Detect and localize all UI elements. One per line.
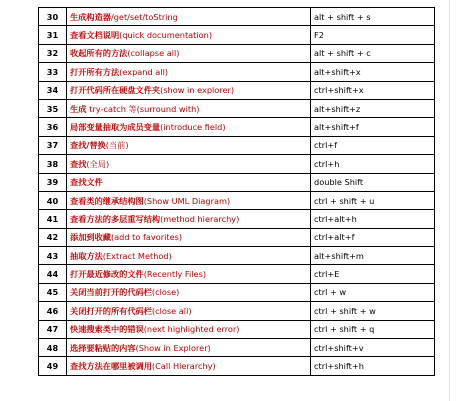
row-number: 35 [39, 99, 67, 117]
table-row [39, 99, 435, 117]
description-en: (quick documentation) [119, 29, 213, 40]
description-cn: 查找/替换 [70, 140, 106, 151]
table-row [39, 247, 435, 265]
description-cn: 查找文件 [70, 177, 103, 188]
row-description [67, 210, 311, 228]
row-shortcut: ctrl+shift+v [311, 339, 435, 357]
table-row [39, 191, 435, 209]
page-edge-rule [449, 0, 450, 401]
row-shortcut: ctrl+alt+f [311, 228, 435, 246]
row-description [67, 302, 311, 320]
description-en: (当前) [105, 140, 129, 151]
row-description [67, 44, 311, 62]
row-description [67, 191, 311, 209]
row-shortcut: alt + shift + s [311, 8, 435, 26]
description-en: (add to favorites) [110, 232, 183, 243]
description-cn: 生成构造器 [70, 11, 111, 22]
row-shortcut: ctrl+alt+h [311, 210, 435, 228]
table-row [39, 136, 435, 154]
row-shortcut: alt + shift + c [311, 44, 435, 62]
row-number: 39 [39, 173, 67, 191]
description-cn: 选择要粘贴的内容 [70, 342, 136, 353]
description-en: (Recently Files) [143, 269, 207, 280]
table-row [39, 44, 435, 62]
table-row [39, 81, 435, 99]
description-en: (method hierarchy) [160, 213, 240, 224]
description-en: (expand all) [119, 66, 169, 77]
description-cn: 查看方法的多层重写结构 [70, 213, 161, 224]
row-shortcut: ctrl+E [311, 265, 435, 283]
row-description [67, 99, 311, 117]
description-en: (next highlighted error) [143, 324, 240, 335]
row-shortcut: ctrl + shift + u [311, 191, 435, 209]
row-number: 38 [39, 155, 67, 173]
row-description [67, 339, 311, 357]
row-description [67, 136, 311, 154]
row-shortcut: ctrl+shift+x [311, 81, 435, 99]
row-number: 40 [39, 191, 67, 209]
description-cn: 查找 [70, 158, 87, 169]
row-number: 46 [39, 302, 67, 320]
table-row [39, 26, 435, 44]
description-en: (Call Hierarchy) [151, 361, 216, 372]
shortcut-table [38, 7, 435, 376]
description-cn: 添加到收藏 [70, 232, 111, 243]
description-cn: 快速搜索类中的错误 [70, 324, 144, 335]
row-shortcut: alt+shift+f [311, 118, 435, 136]
table-row [39, 302, 435, 320]
row-number: 32 [39, 44, 67, 62]
table-row [39, 320, 435, 338]
row-description [67, 228, 311, 246]
row-number: 34 [39, 81, 67, 99]
description-en: /get/set/toString [110, 11, 178, 22]
row-description [67, 26, 311, 44]
table-row [39, 228, 435, 246]
description-en: (close) [151, 287, 180, 298]
row-shortcut: F2 [311, 26, 435, 44]
row-description [67, 265, 311, 283]
table-row [39, 155, 435, 173]
row-shortcut: ctrl+f [311, 136, 435, 154]
description-cn: 打开最近修改的文件 [70, 269, 144, 280]
table-row [39, 173, 435, 191]
shortcut-table-body [39, 8, 435, 376]
row-number: 44 [39, 265, 67, 283]
table-row [39, 339, 435, 357]
table-row [39, 63, 435, 81]
row-number: 49 [39, 357, 67, 375]
row-description [67, 283, 311, 301]
row-description [67, 118, 311, 136]
table-row [39, 118, 435, 136]
row-number: 42 [39, 228, 67, 246]
row-shortcut: alt+shift+z [311, 99, 435, 117]
description-en: try-catch 等(surround with) [89, 103, 200, 114]
description-en: (Show UML Diagram) [143, 195, 231, 206]
row-shortcut: ctrl + shift + w [311, 302, 435, 320]
row-description [67, 247, 311, 265]
table-row [39, 8, 435, 26]
row-shortcut: ctrl+h [311, 155, 435, 173]
row-description [67, 81, 311, 99]
row-shortcut: alt+shift+x [311, 63, 435, 81]
table-row [39, 283, 435, 301]
row-number: 30 [39, 8, 67, 26]
row-shortcut: double Shift [311, 173, 435, 191]
description-cn: 打开代码所在硬盘文件夹 [70, 85, 161, 96]
description-cn: 查找方法在哪里被调用 [70, 361, 152, 372]
row-shortcut: ctrl + shift + q [311, 320, 435, 338]
description-en: (Show in Explorer) [135, 342, 211, 353]
row-description [67, 8, 311, 26]
row-number: 31 [39, 26, 67, 44]
row-number: 33 [39, 63, 67, 81]
description-en: (collapse all) [127, 48, 180, 59]
row-description [67, 155, 311, 173]
row-number: 47 [39, 320, 67, 338]
table-row [39, 265, 435, 283]
description-cn: 收起所有的方法 [70, 48, 128, 59]
row-shortcut: ctrl + w [311, 283, 435, 301]
description-en: (close all) [151, 305, 192, 316]
row-shortcut: alt+shift+m [311, 247, 435, 265]
row-number: 36 [39, 118, 67, 136]
description-cn: 关闭打开的所有代码栏 [70, 305, 152, 316]
row-number: 41 [39, 210, 67, 228]
description-en: (全局) [86, 158, 110, 169]
description-cn: 抽取方法 [70, 250, 103, 261]
description-cn: 生成 [70, 103, 90, 114]
row-number: 45 [39, 283, 67, 301]
row-number: 43 [39, 247, 67, 265]
description-cn: 打开所有方法 [70, 66, 120, 77]
table-row [39, 357, 435, 375]
description-en: (introduce field) [160, 121, 226, 132]
description-cn: 关闭当前打开的代码栏 [70, 287, 152, 298]
description-cn: 局部变量抽取为成员变量 [70, 121, 161, 132]
row-description [67, 320, 311, 338]
description-cn: 查看类的继承结构图 [70, 195, 144, 206]
table-row [39, 210, 435, 228]
row-description [67, 357, 311, 375]
row-description [67, 173, 311, 191]
description-cn: 查看文档说明 [70, 29, 120, 40]
row-shortcut: ctrl+shift+h [311, 357, 435, 375]
description-en: (Extract Method) [102, 250, 172, 261]
row-description [67, 63, 311, 81]
row-number: 37 [39, 136, 67, 154]
description-en: (show in explorer) [160, 85, 235, 96]
row-number: 48 [39, 339, 67, 357]
